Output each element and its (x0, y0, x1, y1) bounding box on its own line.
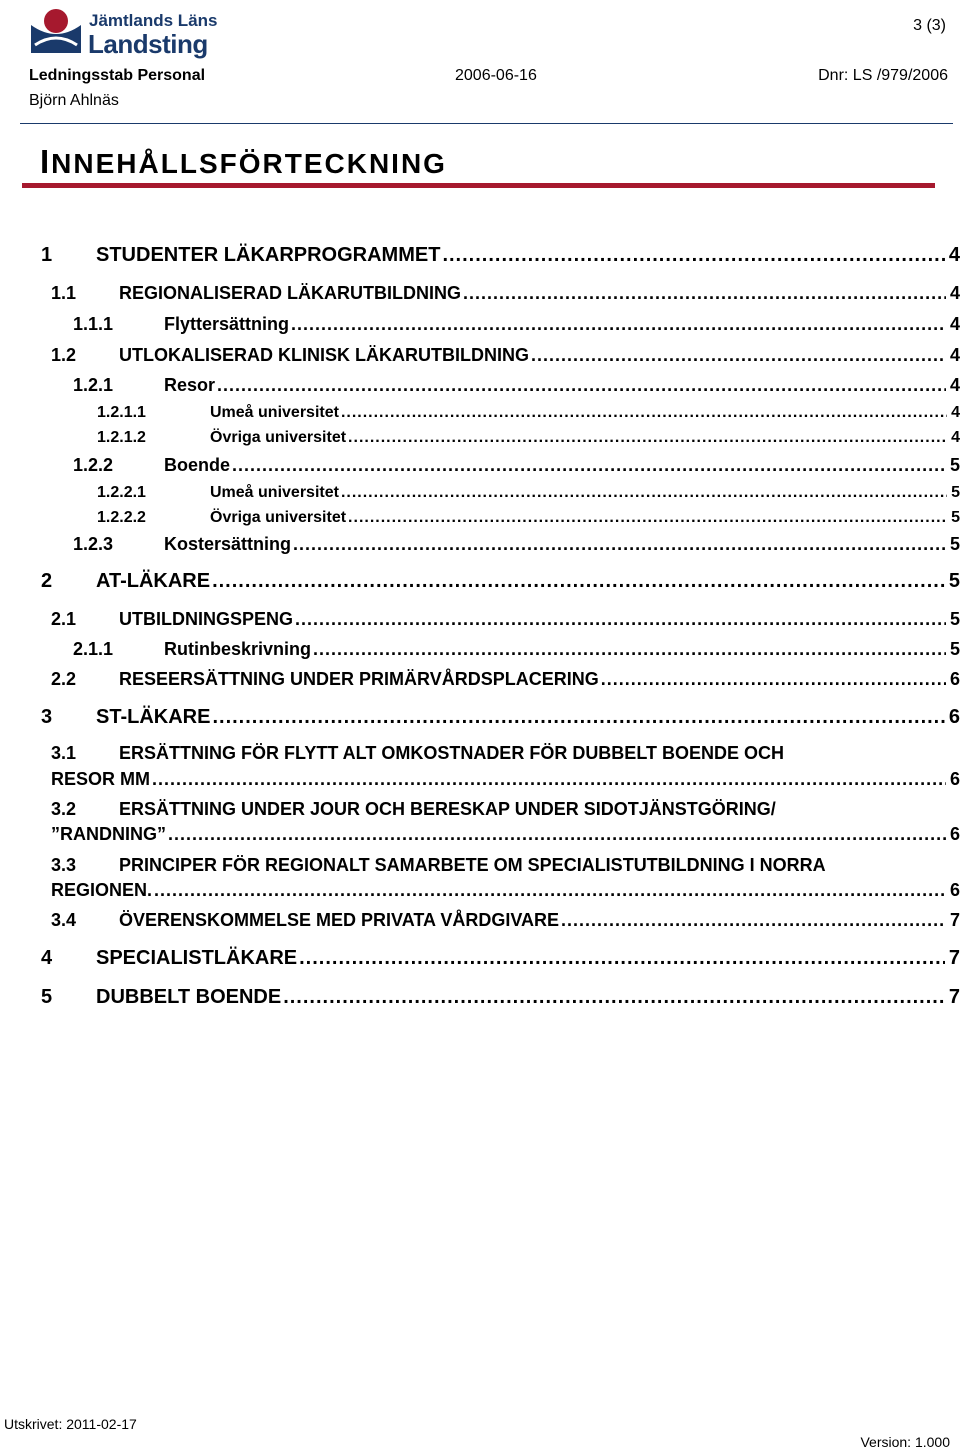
toc-entry-text: ERSÄTTNING FÖR FLYTT ALT OMKOSTNADER FÖR DUBBELT BOENDE OCH (119, 743, 784, 763)
toc-entry-page: 6 (946, 880, 960, 901)
toc-entry-number: 1.2.1 (73, 375, 114, 395)
toc-entry-text: Umeå universitet (210, 404, 339, 421)
toc-leader (217, 375, 946, 396)
toc-entry[interactable] (51, 769, 960, 790)
toc-entry-page: 6 (945, 706, 960, 729)
toc-entry-first-line (51, 799, 776, 820)
toc-entry-text: Resor (164, 375, 216, 395)
toc-leader (348, 509, 947, 527)
toc-leader (341, 484, 947, 502)
toc-entry-page: 4 (946, 345, 960, 366)
toc-entry[interactable] (51, 345, 960, 366)
toc-entry-page: 4 (945, 244, 960, 267)
toc-entry[interactable] (41, 947, 960, 970)
toc-entry[interactable] (51, 910, 960, 931)
toc-leader (601, 669, 946, 690)
toc-entry[interactable] (41, 706, 960, 729)
toc-leader (299, 947, 945, 970)
toc-entry-page: 6 (946, 669, 960, 690)
toc-entry-number: 4 (41, 947, 53, 969)
toc-entry-page: 5 (946, 609, 960, 630)
title-rest: NNEHÅLLSFÖRTECKNING (51, 148, 447, 179)
toc-entry-page: 7 (945, 986, 960, 1009)
toc-entry-text: STUDENTER LÄKARPROGRAMMET (96, 244, 441, 266)
toc-entry[interactable] (51, 824, 960, 845)
toc-entry-first-line (51, 855, 826, 876)
toc-entry-text-cont: REGIONEN. (51, 880, 153, 900)
toc-entry[interactable] (73, 314, 960, 335)
toc-entry-number: 1.1 (51, 283, 77, 303)
toc-entry-text: Övriga universitet (210, 509, 347, 526)
toc-leader (295, 609, 946, 630)
toc-entry[interactable] (73, 375, 960, 396)
footer-version: Version: 1.000 (860, 1434, 950, 1450)
toc-entry-number: 3.2 (51, 799, 77, 819)
toc-leader (313, 639, 946, 660)
toc-entry[interactable] (97, 404, 960, 422)
toc-entry[interactable] (51, 609, 960, 630)
toc-entry-page: 4 (947, 429, 960, 447)
toc-entry-text: Kostersättning (164, 534, 292, 554)
toc-entry[interactable] (41, 244, 960, 267)
toc-entry-page: 5 (947, 509, 960, 527)
toc-entry-number: 1.2.1.2 (97, 429, 146, 446)
toc-entry-text: ST-LÄKARE (96, 706, 211, 728)
header-divider (20, 123, 953, 124)
toc-entry[interactable] (73, 639, 960, 660)
toc-entry[interactable] (73, 534, 960, 555)
toc-entry[interactable] (97, 484, 960, 502)
toc-entry-page: 5 (946, 639, 960, 660)
toc-entry[interactable] (73, 455, 960, 476)
toc-leader (212, 570, 945, 593)
toc-entry-page: 4 (946, 283, 960, 304)
toc-leader (463, 283, 946, 304)
toc-entry-text: REGIONALISERAD LÄKARUTBILDNING (119, 283, 461, 303)
logo-emblem-icon (27, 5, 85, 57)
toc-entry[interactable] (51, 283, 960, 304)
toc-leader (168, 824, 946, 845)
toc-entry-page: 4 (947, 404, 960, 422)
toc-entry-page: 5 (947, 484, 960, 502)
toc-entry-page: 5 (945, 570, 960, 593)
toc-entry-page: 4 (946, 314, 960, 335)
toc-entry[interactable] (97, 509, 960, 527)
title-initial: I (40, 143, 52, 180)
toc-entry-text: UTBILDNINGSPENG (119, 609, 294, 629)
toc-entry-page: 7 (946, 910, 960, 931)
toc-entry-page: 7 (945, 947, 960, 970)
toc-leader (293, 534, 946, 555)
header-organization: Ledningsstab Personal (29, 67, 206, 84)
toc-entry-number: 2.1.1 (73, 639, 114, 659)
toc-entry-text: RESEERSÄTTNING UNDER PRIMÄRVÅRDSPLACERING (119, 669, 599, 689)
toc-entry[interactable] (51, 669, 960, 690)
toc-leader (154, 880, 946, 901)
toc-entry-number: 3.1 (51, 743, 77, 763)
toc-entry-number: 3.4 (51, 910, 77, 930)
toc-entry-text: Flyttersättning (164, 314, 290, 334)
page-title (40, 143, 447, 181)
toc-entry-number: 3 (41, 706, 53, 728)
toc-entry-text-cont: RESOR MM (51, 769, 150, 789)
toc-entry-page: 5 (946, 534, 960, 555)
toc-entry-number: 1.2.2.2 (97, 509, 146, 526)
toc-leader (212, 706, 944, 729)
toc-entry-number: 2.1 (51, 609, 77, 629)
toc-entry-number: 1.1.1 (73, 314, 114, 334)
toc-leader (442, 244, 944, 267)
toc-leader (341, 404, 947, 422)
header-author: Björn Ahlnäs (29, 92, 119, 109)
toc-entry-page: 6 (946, 769, 960, 790)
toc-entry-page: 6 (946, 824, 960, 845)
toc-leader (152, 769, 946, 790)
toc-entry-text-cont: ”RANDNING” (51, 824, 166, 844)
toc-entry-number: 1 (41, 244, 53, 266)
toc-entry-number: 1.2.2 (73, 455, 114, 475)
toc-leader (291, 314, 946, 335)
toc-entry-text: AT-LÄKARE (96, 570, 211, 592)
toc-leader (232, 455, 946, 476)
toc-entry[interactable] (41, 986, 960, 1009)
page-number: 3 (3) (913, 17, 946, 34)
toc-leader (561, 910, 946, 931)
toc-entry-number: 5 (41, 986, 53, 1008)
toc-entry-page: 4 (946, 375, 960, 396)
header-date: 2006-06-16 (455, 67, 537, 84)
logo-text-line2: Landsting (88, 29, 208, 59)
toc-entry-text: SPECIALISTLÄKARE (96, 947, 298, 969)
toc-entry-text: Umeå universitet (210, 484, 339, 501)
toc-entry-text: DUBBELT BOENDE (96, 986, 282, 1008)
toc-entry[interactable] (51, 880, 960, 901)
toc-entry-number: 1.2.3 (73, 534, 114, 554)
toc-entry-page: 5 (946, 455, 960, 476)
toc-entry-number: 2.2 (51, 669, 77, 689)
title-divider (22, 183, 935, 188)
logo-text-line1: Jämtlands Läns (89, 11, 218, 30)
toc-entry-number: 1.2 (51, 345, 77, 365)
toc-entry-number: 3.3 (51, 855, 77, 875)
toc-entry-text: ERSÄTTNING UNDER JOUR OCH BERESKAP UNDER SIDOTJÄNSTGÖRING/ (119, 799, 776, 819)
toc-entry-text: UTLOKALISERAD KLINISK LÄKARUTBILDNING (119, 345, 529, 365)
toc-entry[interactable] (41, 570, 960, 593)
toc-entry-text: Övriga universitet (210, 429, 347, 446)
toc-entry-number: 1.2.1.1 (97, 404, 146, 421)
toc-entry-text: Rutinbeskrivning (164, 639, 312, 659)
toc-entry-text: PRINCIPER FÖR REGIONALT SAMARBETE OM SPECIALISTUTBILDNING I NORRA (119, 855, 826, 875)
header-dnr: Dnr: LS /979/2006 (818, 67, 948, 84)
toc-entry-number: 1.2.2.1 (97, 484, 146, 501)
toc-entry-number: 2 (41, 570, 53, 592)
footer-printed-date: Utskrivet: 2011-02-17 (4, 1416, 137, 1432)
toc-leader (283, 986, 945, 1009)
toc-entry-text: ÖVERENSKOMMELSE MED PRIVATA VÅRDGIVARE (119, 910, 560, 930)
toc-leader (531, 345, 946, 366)
toc-entry-first-line (51, 743, 784, 764)
toc-entry[interactable] (97, 429, 960, 447)
toc-entry-text: Boende (164, 455, 231, 475)
toc-leader (348, 429, 947, 447)
logo (27, 5, 227, 61)
